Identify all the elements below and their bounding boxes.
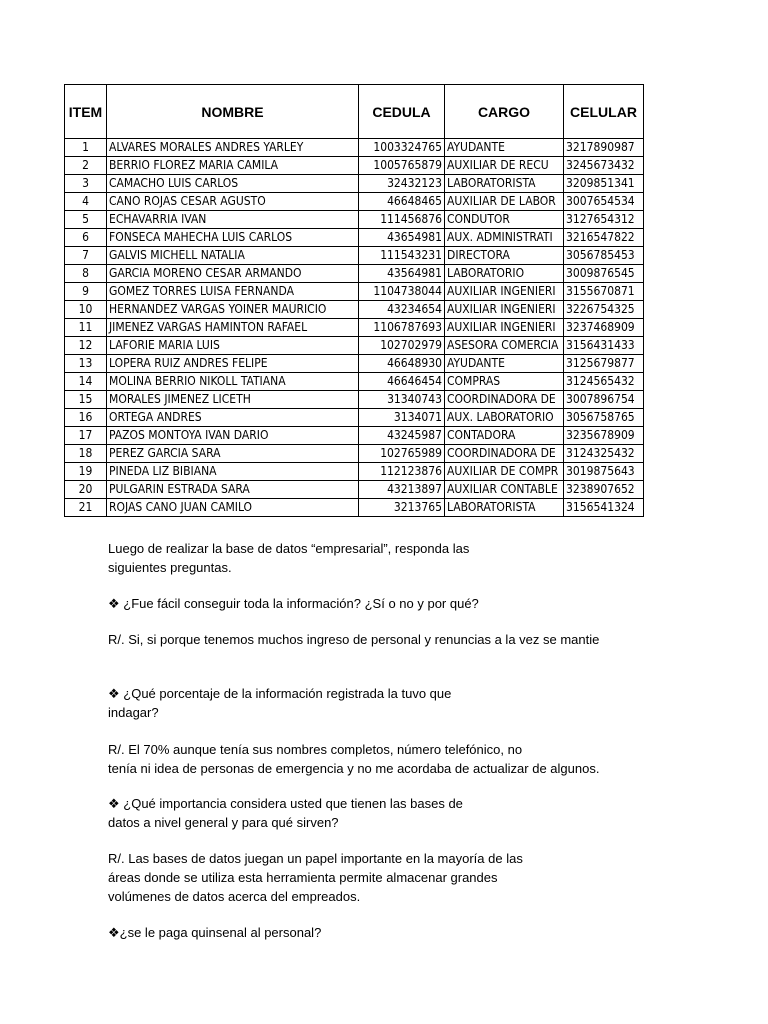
cell-celular: 3217890987 (564, 139, 644, 157)
cell-cedula: 46646454 (359, 373, 445, 391)
cell-nombre: MOLINA BERRIO NIKOLL TATIANA (107, 373, 359, 391)
cell-celular: 3156431433 (564, 337, 644, 355)
cell-cargo: AUXILIAR DE RECU (445, 157, 564, 175)
cell-nombre: JIMENEZ VARGAS HAMINTON RAFAEL (107, 319, 359, 337)
cell-item: 14 (65, 373, 107, 391)
cell-celular: 3156541324 (564, 499, 644, 517)
cell-nombre: PEREZ GARCIA SARA (107, 445, 359, 463)
cell-item: 12 (65, 337, 107, 355)
table-row (65, 319, 644, 337)
cell-nombre: PINEDA LIZ BIBIANA (107, 463, 359, 481)
cell-cedula: 31340743 (359, 391, 445, 409)
cell-item: 3 (65, 175, 107, 193)
cell-nombre: HERNANDEZ VARGAS YOINER MAURICIO (107, 301, 359, 319)
answer-1: R/. Si, si porque tenemos muchos ingreso de personal y renuncias a la vez se mantie (108, 632, 600, 647)
cell-cedula: 43213897 (359, 481, 445, 499)
cell-cedula: 112123876 (359, 463, 445, 481)
cell-item: 15 (65, 391, 107, 409)
cell-celular: 3235678909 (564, 427, 644, 445)
table-row (65, 481, 644, 499)
table-row (65, 229, 644, 247)
cell-nombre: GARCIA MORENO CESAR ARMANDO (107, 265, 359, 283)
cell-item: 2 (65, 157, 107, 175)
cell-cargo: AYUDANTE (445, 139, 564, 157)
cell-cedula: 43654981 (359, 229, 445, 247)
employee-table (64, 84, 644, 517)
cell-item: 9 (65, 283, 107, 301)
cell-nombre: FONSECA MAHECHA LUIS CARLOS (107, 229, 359, 247)
table-row (65, 373, 644, 391)
table-row (65, 427, 644, 445)
cell-item: 6 (65, 229, 107, 247)
cell-cedula: 43234654 (359, 301, 445, 319)
table-row (65, 247, 644, 265)
cell-celular: 3007896754 (564, 391, 644, 409)
cell-cedula: 1005765879 (359, 157, 445, 175)
cell-item: 5 (65, 211, 107, 229)
cell-cedula: 102765989 (359, 445, 445, 463)
cell-cargo: CONDUTOR (445, 211, 564, 229)
cell-cargo: AUX. ADMINISTRATI (445, 229, 564, 247)
cell-celular: 3216547822 (564, 229, 644, 247)
cell-cedula: 3213765 (359, 499, 445, 517)
cell-nombre: LAFORIE MARIA LUIS (107, 337, 359, 355)
cell-celular: 3245673432 (564, 157, 644, 175)
cell-item: 17 (65, 427, 107, 445)
cell-cargo: AYUDANTE (445, 355, 564, 373)
table-row (65, 139, 644, 157)
cell-item: 18 (65, 445, 107, 463)
cell-celular: 3238907652 (564, 481, 644, 499)
cell-item: 7 (65, 247, 107, 265)
cell-item: 21 (65, 499, 107, 517)
answer-2: R/. El 70% aunque tenía sus nombres completos, número telefónico, no (108, 742, 523, 757)
cell-celular: 3124325432 (564, 445, 644, 463)
answer-2: tenía ni idea de personas de emergencia y no me acordaba de actualizar de algunos. (108, 761, 600, 776)
cell-celular: 3237468909 (564, 319, 644, 337)
table-row (65, 355, 644, 373)
question-2: ❖ ¿Qué porcentaje de la información registrada la tuvo que (108, 686, 452, 701)
cell-nombre: BERRIO FLOREZ MARIA CAMILA (107, 157, 359, 175)
table-row (65, 409, 644, 427)
cell-celular: 3226754325 (564, 301, 644, 319)
cell-cargo: LABORATORIO (445, 265, 564, 283)
question-2: indagar? (108, 705, 159, 720)
cell-cedula: 111456876 (359, 211, 445, 229)
cell-cedula: 46648930 (359, 355, 445, 373)
cell-cargo: DIRECTORA (445, 247, 564, 265)
cell-item: 1 (65, 139, 107, 157)
cell-celular: 3056785453 (564, 247, 644, 265)
header-item: ITEM (65, 85, 107, 139)
cell-cargo: AUXILIAR INGENIERI (445, 283, 564, 301)
table-header-row (65, 85, 644, 139)
cell-cedula: 32432123 (359, 175, 445, 193)
cell-nombre: GALVIS MICHELL NATALIA (107, 247, 359, 265)
cell-cedula: 46648465 (359, 193, 445, 211)
cell-celular: 3155670871 (564, 283, 644, 301)
cell-cargo: AUX. LABORATORIO (445, 409, 564, 427)
intro-line: Luego de realizar la base de datos “empresarial”, responda las (108, 541, 470, 556)
cell-cargo: AUXILIAR INGENIERI (445, 319, 564, 337)
table-row (65, 301, 644, 319)
cell-nombre: CANO ROJAS CESAR AGUSTO (107, 193, 359, 211)
header-celular: CELULAR (564, 85, 644, 139)
cell-nombre: ORTEGA ANDRES (107, 409, 359, 427)
question-3: datos a nivel general y para qué sirven? (108, 815, 339, 830)
cell-celular: 3125679877 (564, 355, 644, 373)
cell-cedula: 3134071 (359, 409, 445, 427)
answer-3: áreas donde se utiliza esta herramienta permite almacenar grandes (108, 870, 498, 885)
table-row (65, 175, 644, 193)
cell-celular: 3209851341 (564, 175, 644, 193)
cell-cargo: AUXILIAR DE LABOR (445, 193, 564, 211)
table-row (65, 265, 644, 283)
cell-nombre: MORALES JIMENEZ LICETH (107, 391, 359, 409)
table-row (65, 463, 644, 481)
cell-cedula: 43245987 (359, 427, 445, 445)
cell-nombre: PAZOS MONTOYA IVAN DARIO (107, 427, 359, 445)
cell-cargo: COORDINADORA DE (445, 445, 564, 463)
cell-cedula: 102702979 (359, 337, 445, 355)
answer-3: volúmenes de datos acerca del empreados. (108, 889, 361, 904)
cell-cargo: ASESORA COMERCIA (445, 337, 564, 355)
table-row (65, 391, 644, 409)
cell-cargo: CONTADORA (445, 427, 564, 445)
cell-cargo: COMPRAS (445, 373, 564, 391)
cell-item: 4 (65, 193, 107, 211)
cell-celular: 3124565432 (564, 373, 644, 391)
header-cedula: CEDULA (359, 85, 445, 139)
answer-3: R/. Las bases de datos juegan un papel importante en la mayoría de las (108, 851, 523, 866)
cell-nombre: ALVARES MORALES ANDRES YARLEY (107, 139, 359, 157)
cell-item: 19 (65, 463, 107, 481)
cell-nombre: ROJAS CANO JUAN CAMILO (107, 499, 359, 517)
cell-cargo: LABORATORISTA (445, 499, 564, 517)
cell-cargo: AUXILIAR INGENIERI (445, 301, 564, 319)
cell-cargo: COORDINADORA DE (445, 391, 564, 409)
table-body (65, 139, 644, 517)
cell-cargo: AUXILIAR DE COMPR (445, 463, 564, 481)
table-row (65, 337, 644, 355)
question-3: ❖ ¿Qué importancia considera usted que tienen las bases de (108, 796, 463, 811)
cell-cedula: 43564981 (359, 265, 445, 283)
cell-cedula: 1003324765 (359, 139, 445, 157)
cell-item: 11 (65, 319, 107, 337)
question-1: ❖ ¿Fue fácil conseguir toda la información? ¿Sí o no y por qué? (108, 596, 479, 611)
header-nombre: NOMBRE (107, 85, 359, 139)
cell-nombre: ECHAVARRIA IVAN (107, 211, 359, 229)
cell-nombre: LOPERA RUIZ ANDRES FELIPE (107, 355, 359, 373)
question-4: ❖¿se le paga quinsenal al personal? (108, 925, 322, 940)
cell-item: 13 (65, 355, 107, 373)
cell-celular: 3007654534 (564, 193, 644, 211)
cell-item: 10 (65, 301, 107, 319)
cell-celular: 3056758765 (564, 409, 644, 427)
cell-item: 8 (65, 265, 107, 283)
cell-nombre: PULGARIN ESTRADA SARA (107, 481, 359, 499)
table-row (65, 499, 644, 517)
cell-cedula: 111543231 (359, 247, 445, 265)
table-row (65, 445, 644, 463)
intro-line: siguientes preguntas. (108, 560, 232, 575)
cell-cargo: AUXILIAR CONTABLE (445, 481, 564, 499)
cell-celular: 3019875643 (564, 463, 644, 481)
cell-item: 16 (65, 409, 107, 427)
table-row (65, 211, 644, 229)
cell-nombre: CAMACHO LUIS CARLOS (107, 175, 359, 193)
table-row (65, 283, 644, 301)
cell-celular: 3009876545 (564, 265, 644, 283)
cell-celular: 3127654312 (564, 211, 644, 229)
cell-cedula: 1104738044 (359, 283, 445, 301)
cell-cedula: 1106787693 (359, 319, 445, 337)
header-cargo: CARGO (445, 85, 564, 139)
cell-cargo: LABORATORISTA (445, 175, 564, 193)
table-row (65, 157, 644, 175)
table-row (65, 193, 644, 211)
cell-item: 20 (65, 481, 107, 499)
cell-nombre: GOMEZ TORRES LUISA FERNANDA (107, 283, 359, 301)
